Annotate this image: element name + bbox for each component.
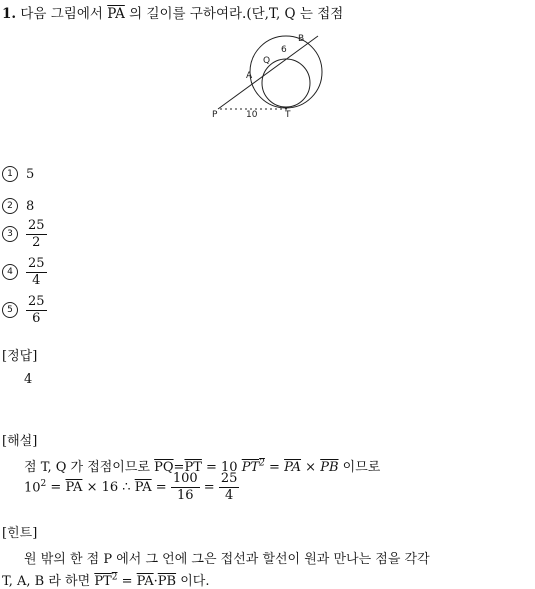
secant-line: [218, 36, 318, 109]
hint-line-2: [2, 570, 209, 589]
expl-pt2: [242, 460, 265, 475]
expl2-ten: 10: [24, 480, 41, 496]
option-2[interactable]: [2, 198, 34, 214]
option-1-marker: 1: [2, 166, 18, 182]
hint2-eq: =: [121, 574, 133, 589]
question-segment: $\overline{PA}$: [107, 6, 125, 22]
expl2-fraction-1: [171, 472, 200, 502]
question-text: [2, 2, 343, 22]
hint-label: [힌트]: [2, 526, 38, 541]
hint2-pt: [94, 574, 117, 589]
hint2-text-a: T, A, B 라 하면: [2, 574, 91, 589]
label-Q: Q: [263, 56, 271, 66]
label-B: B: [298, 34, 305, 44]
option-3-marker: 3: [2, 226, 18, 242]
label-P: P: [212, 110, 218, 120]
expl-pt2-text: PT: [241, 460, 260, 475]
option-5-num: 25: [28, 294, 45, 309]
expl-end: 이므로: [342, 460, 381, 475]
expl-text-a: 점 T, Q 가 접점이므로: [24, 460, 150, 475]
expl-times: ×: [305, 460, 317, 475]
expl2-f1-den: 16: [176, 487, 194, 503]
expl-ten: = 10: [206, 460, 238, 475]
hint2-dot: ·: [153, 574, 158, 589]
option-3-fraction: [26, 219, 47, 249]
expl-pb: $\overline{PB}$: [320, 460, 339, 475]
label-six: 6: [281, 45, 287, 55]
hint2-pt-text: PT: [94, 574, 112, 589]
inner-circle: [262, 59, 310, 107]
option-4-den: 4: [32, 272, 41, 288]
option-4-marker: 4: [2, 264, 18, 280]
expl-eq: =: [173, 460, 185, 475]
explanation-label: [해설]: [2, 434, 38, 449]
option-1[interactable]: [2, 166, 34, 182]
label-A: A: [246, 71, 253, 81]
option-3[interactable]: [2, 219, 47, 249]
expl-pt: $\overline{PT}$: [184, 460, 202, 475]
expl2-sq: 2: [40, 478, 47, 489]
expl2-f2-num: 25: [220, 471, 238, 486]
question-number: 1.: [2, 6, 17, 22]
geometry-figure: [212, 30, 327, 122]
expl-pq: $\overline{PQ}$: [154, 460, 174, 475]
hint-line-1: 원 밖의 한 점 P 에서 그 언에 그은 접선과 할선이 원과 만나는 점을 각각: [24, 552, 430, 567]
option-5[interactable]: [2, 295, 47, 325]
option-4-fraction: [26, 257, 47, 287]
expl2-eq3: =: [203, 479, 215, 495]
label-T: T: [285, 110, 291, 120]
option-4-num: 25: [28, 256, 45, 271]
expl2-pa2: $\overline{PA}$: [134, 479, 152, 495]
expl-eq2: =: [269, 460, 280, 475]
option-1-value: 5: [26, 166, 35, 182]
option-3-den: 2: [32, 234, 41, 250]
answer-label: [정답]: [2, 349, 38, 364]
option-2-marker: 2: [2, 198, 18, 214]
option-4[interactable]: [2, 257, 47, 287]
label-ten: 10: [246, 110, 258, 120]
option-3-num: 25: [28, 218, 45, 233]
explanation-line-2: [24, 472, 239, 502]
hint2-pa: $\overline{PA}$: [136, 574, 154, 589]
expl2-eq: =: [50, 479, 62, 495]
option-5-fraction: [26, 295, 47, 325]
hint2-sq: 2: [111, 572, 118, 583]
expl2-times: × 16 ∴: [86, 479, 131, 495]
option-5-den: 6: [32, 310, 41, 326]
hint2-end: 이다.: [180, 574, 210, 589]
expl2-f2-den: 4: [224, 487, 234, 503]
option-5-marker: 5: [2, 302, 18, 318]
expl2-pa: $\overline{PA}$: [65, 479, 83, 495]
question-text-after: 의 길이를 구하여라.(단,T, Q 는 접점: [129, 6, 344, 22]
answer-value: 4: [24, 372, 33, 387]
expl-pa: $\overline{PA}$: [284, 460, 302, 475]
expl2-ten-sq: [24, 479, 46, 495]
hint2-pb: $\overline{PB}$: [157, 574, 177, 589]
option-2-value: 8: [26, 198, 35, 214]
expl2-eq2: =: [155, 479, 167, 495]
expl-pt2-sq: 2: [259, 458, 265, 469]
question-text-before: 다음 그림에서: [20, 6, 103, 22]
expl2-fraction-2: [219, 472, 240, 502]
expl2-f1-num: 100: [172, 471, 198, 486]
